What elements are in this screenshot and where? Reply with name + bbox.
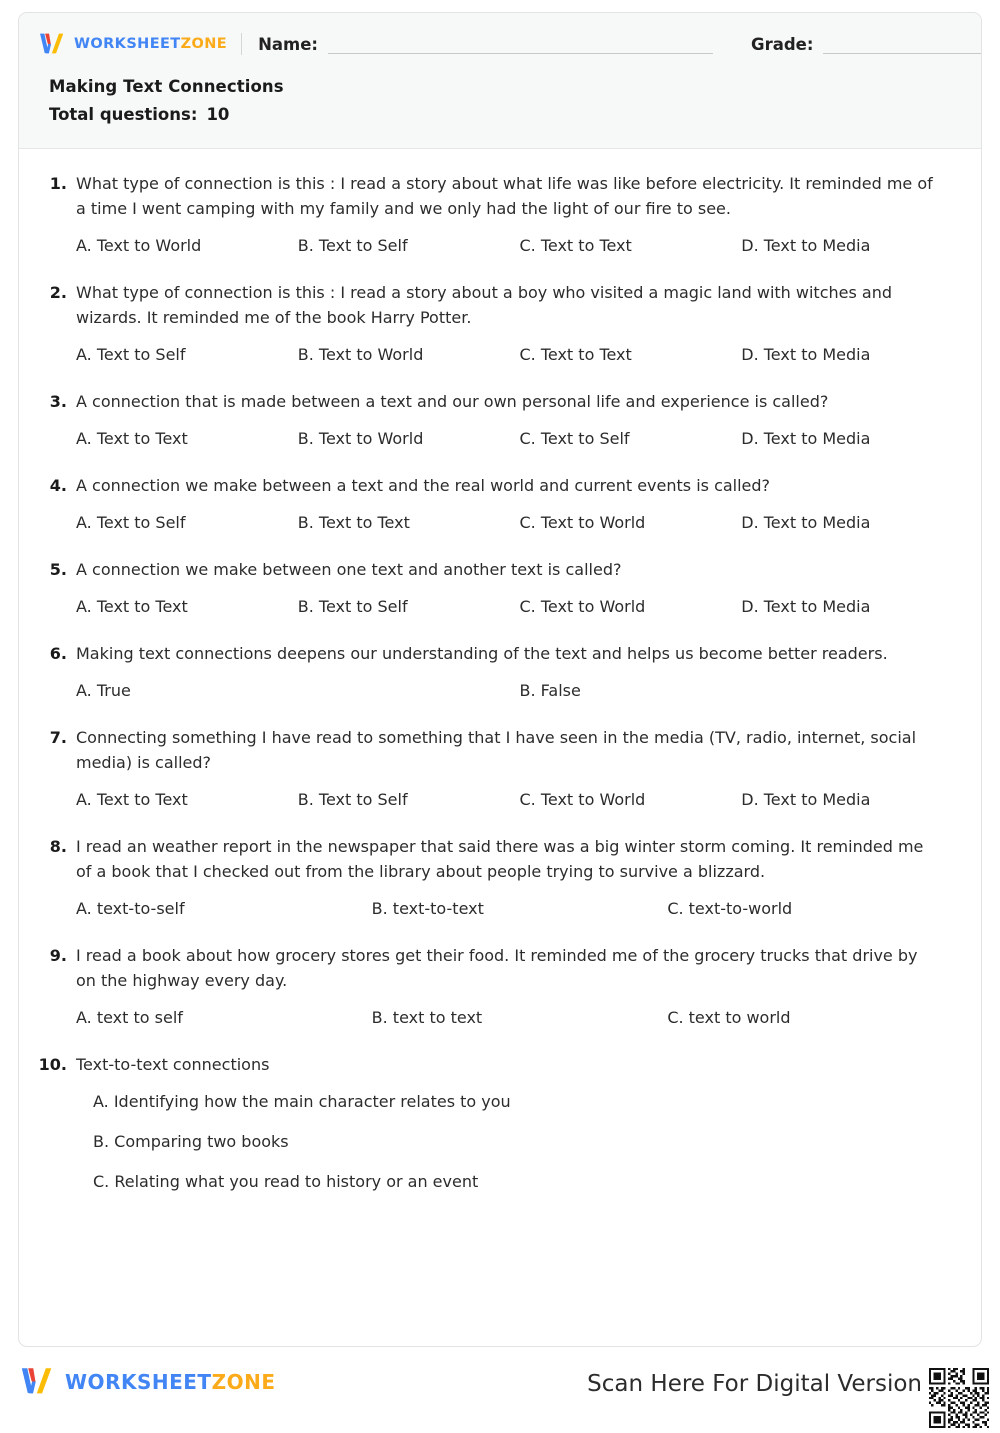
grade-label: Grade:	[751, 34, 814, 54]
answer-option[interactable]: B. Text to Self	[297, 597, 408, 616]
answer-option[interactable]: C. Text to Text	[519, 236, 632, 255]
question-block	[37, 834, 963, 921]
question-number: 8.	[49, 837, 67, 856]
question-number: 6.	[49, 644, 67, 663]
options-row	[37, 595, 963, 619]
answer-option[interactable]: A. Text to Text	[76, 597, 188, 616]
question-head	[37, 557, 963, 582]
brand-name-part2: ZONE	[180, 36, 228, 52]
worksheet-zone-wordmark	[74, 36, 227, 52]
question-text: I read a book about how grocery stores get their food. It reminded me of the grocery trucks that drive by on the highway every day.	[76, 946, 918, 990]
question-number: 9.	[49, 946, 67, 965]
answer-option[interactable]: B. Text to World	[297, 429, 424, 448]
worksheet-sheet	[18, 12, 982, 1347]
question-block	[37, 171, 963, 258]
answer-option[interactable]: D. Text to Media	[741, 597, 871, 616]
answer-option[interactable]: A. Text to Self	[76, 513, 186, 532]
question-head	[37, 1052, 963, 1077]
answer-option[interactable]: B. Text to Self	[297, 790, 408, 809]
question-block	[37, 557, 963, 619]
answer-option[interactable]: C. Text to World	[519, 513, 646, 532]
options-row	[37, 427, 963, 451]
scan-prompt-text: Scan Here For Digital Version	[587, 1371, 922, 1397]
options-row	[37, 234, 963, 258]
question-text: Making text connections deepens our understanding of the text and helps us become better readers.	[76, 644, 888, 663]
answer-option[interactable]: A. Text to Self	[76, 345, 186, 364]
options-stacked	[37, 1090, 963, 1194]
options-row	[37, 1006, 963, 1030]
question-text: A connection we make between a text and the real world and current events is called?	[76, 476, 771, 495]
total-questions-value: 10	[206, 105, 230, 124]
answer-option[interactable]: B. Text to World	[297, 345, 424, 364]
worksheet-zone-logo-icon-footer	[18, 1365, 56, 1398]
question-head	[37, 473, 963, 498]
question-text: A connection that is made between a text and our own personal life and experience is called?	[76, 392, 829, 411]
answer-option[interactable]: D. Text to Media	[741, 236, 871, 255]
question-block	[37, 280, 963, 367]
question-text: I read an weather report in the newspaper that said there was a big winter storm coming. It reminded me of a book that I checked out from the library about people trying to survive a blizzard.	[76, 837, 924, 881]
footer-brand-part1: WORKSHEET	[65, 1369, 212, 1394]
question-text: A connection we make between one text and another text is called?	[76, 560, 622, 579]
answer-option[interactable]: C. Text to Self	[519, 429, 630, 448]
qr-code-icon[interactable]	[924, 1363, 994, 1433]
question-head	[37, 943, 963, 993]
answer-option[interactable]: D. Text to Media	[741, 429, 871, 448]
question-number: 7.	[49, 728, 67, 747]
options-row	[37, 679, 963, 703]
answer-option[interactable]: A. Identifying how the main character relates to you	[93, 1092, 511, 1111]
question-block	[37, 641, 963, 703]
answer-option[interactable]: C. text-to-world	[667, 899, 793, 918]
title-block	[37, 77, 963, 124]
total-questions-label: Total questions:	[49, 105, 198, 124]
question-head	[37, 280, 963, 330]
answer-option[interactable]: D. Text to Media	[741, 790, 871, 809]
question-number: 3.	[49, 392, 67, 411]
options-row	[37, 788, 963, 812]
question-number: 10.	[38, 1055, 67, 1074]
question-number: 1.	[49, 174, 67, 193]
footer-brand-part2: ZONE	[211, 1369, 276, 1394]
question-head	[37, 834, 963, 884]
answer-option[interactable]: A. text to self	[76, 1008, 183, 1027]
question-block	[37, 1052, 963, 1194]
answer-option[interactable]: A. Text to World	[76, 236, 202, 255]
question-text: Connecting something I have read to something that I have seen in the media (TV, radio, internet, social media) is called?	[76, 728, 917, 772]
answer-option[interactable]: C. Text to World	[519, 597, 646, 616]
questions-container	[19, 149, 981, 1194]
grade-input-rule[interactable]	[823, 53, 982, 54]
answer-option[interactable]: A. Text to Text	[76, 429, 188, 448]
name-label: Name:	[258, 34, 319, 54]
options-row	[37, 511, 963, 535]
answer-option[interactable]: D. Text to Media	[741, 345, 871, 364]
answer-option[interactable]: B. Text to Text	[297, 513, 410, 532]
answer-option[interactable]: C. Text to Text	[519, 345, 632, 364]
brand-name-part1: WORKSHEET	[74, 36, 181, 52]
footer-wordmark	[65, 1370, 275, 1394]
question-block	[37, 943, 963, 1030]
option-spacer	[298, 679, 520, 703]
question-text: Text-to-text connections	[76, 1055, 270, 1074]
question-block	[37, 725, 963, 812]
answer-option[interactable]: B. text-to-text	[371, 899, 484, 918]
answer-option[interactable]: C. text to world	[667, 1008, 791, 1027]
options-row	[37, 343, 963, 367]
answer-option[interactable]: B. False	[519, 681, 581, 700]
footer-brand	[18, 1365, 275, 1398]
options-row	[37, 897, 963, 921]
worksheet-zone-logo-icon	[37, 31, 67, 57]
identity-row	[37, 29, 963, 59]
question-text: What type of connection is this : I read a story about a boy who visited a magic land with witches and wizards. It reminded me of the book Harry Potter.	[76, 283, 893, 327]
answer-option[interactable]: B. text to text	[371, 1008, 483, 1027]
question-head	[37, 725, 963, 775]
worksheet-header	[19, 13, 981, 149]
question-number: 2.	[49, 283, 67, 302]
question-block	[37, 389, 963, 451]
answer-option[interactable]: A. True	[76, 681, 131, 700]
answer-option[interactable]: C. Text to World	[519, 790, 646, 809]
answer-option[interactable]: A. Text to Text	[76, 790, 188, 809]
answer-option[interactable]: C. Relating what you read to history or an event	[93, 1172, 479, 1191]
question-head	[37, 171, 963, 221]
answer-option[interactable]: D. Text to Media	[741, 513, 871, 532]
question-head	[37, 641, 963, 666]
worksheet-title: Making Text Connections	[49, 77, 284, 96]
question-text: What type of connection is this : I read a story about what life was like before electricity. It reminded me of a time I went camping with my family and we only had the light of our fire to see.	[76, 174, 933, 218]
question-block	[37, 473, 963, 535]
worksheet-footer	[0, 1355, 1000, 1414]
answer-option[interactable]: B. Comparing two books	[93, 1132, 289, 1151]
answer-option[interactable]: B. Text to Self	[297, 236, 408, 255]
header-divider	[241, 33, 242, 55]
answer-option[interactable]: A. text-to-self	[76, 899, 185, 918]
question-number: 4.	[49, 476, 67, 495]
name-input-rule[interactable]	[328, 53, 713, 54]
question-number: 5.	[49, 560, 67, 579]
total-questions-row	[49, 105, 963, 124]
question-head	[37, 389, 963, 414]
